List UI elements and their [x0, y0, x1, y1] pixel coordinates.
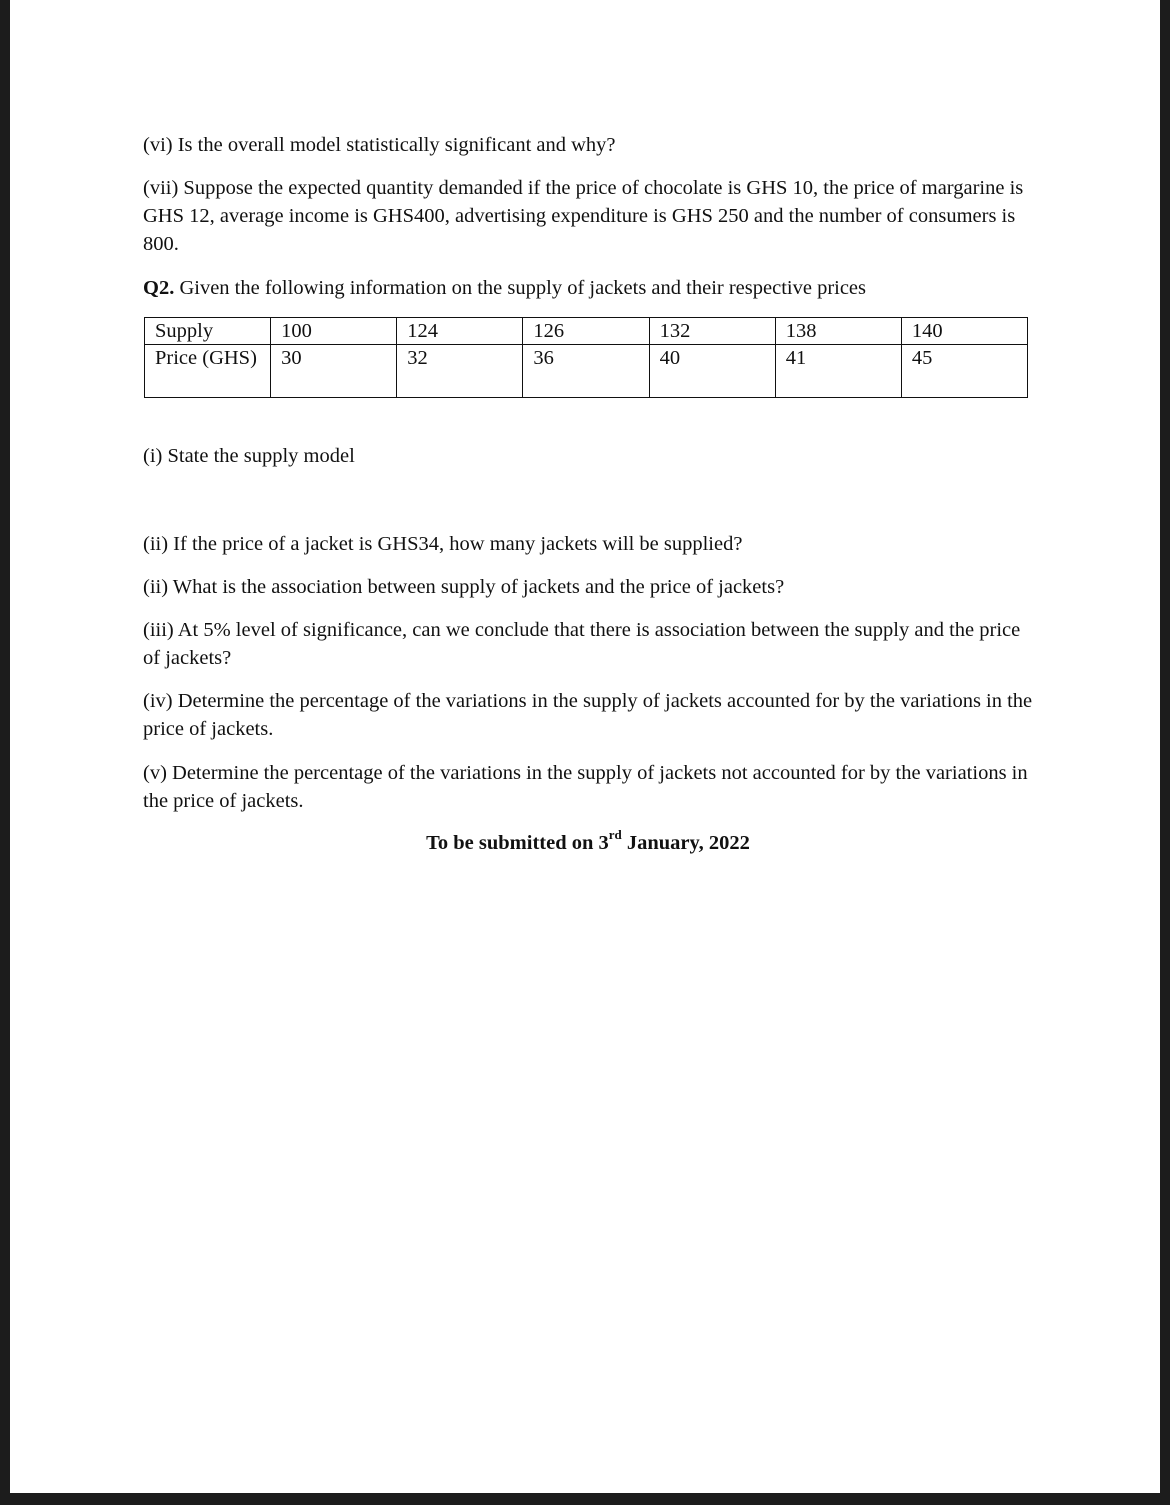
price-row — [145, 345, 1028, 398]
price-cell: 32 — [397, 345, 523, 398]
price-cell: 36 — [523, 345, 649, 398]
deadline-suffix: January, 2022 — [621, 832, 750, 854]
supply-price-table — [144, 317, 1028, 398]
price-cell: 45 — [901, 345, 1027, 398]
price-row-header: Price (GHS) — [145, 345, 271, 398]
submission-deadline — [143, 829, 1033, 857]
supply-cell: 124 — [397, 318, 523, 345]
supply-cell: 132 — [649, 318, 775, 345]
supply-row-header: Supply — [145, 318, 271, 345]
q2-part-iii: (iii) At 5% level of significance, can we conclude that there is association between the supply and the price of jackets? — [143, 619, 1021, 669]
q2-part-iv: (iv) Determine the percentage of the variations in the supply of jackets accounted for by the variations in the price of jackets. — [143, 690, 1033, 740]
deadline-prefix: To be submitted on 3 — [426, 832, 609, 854]
page-content — [143, 131, 1033, 857]
q2-intro-text: Given the following information on the supply of jackets and their respective prices — [174, 277, 867, 299]
supply-cell: 100 — [271, 318, 397, 345]
q2-part-ii-b: (ii) What is the association between supply of jackets and the price of jackets? — [143, 576, 785, 598]
q2-part-v: (v) Determine the percentage of the variations in the supply of jackets not accounted for by the variations in the price of jackets. — [143, 762, 1028, 812]
question-vii: (vii) Suppose the expected quantity demanded if the price of chocolate is GHS 10, the price of margarine is GHS 12, average income is GHS400, advertising expenditure is GHS 250 and the number of consumers is 800. — [143, 177, 1024, 255]
supply-cell: 140 — [901, 318, 1027, 345]
deadline-superscript: rd — [608, 827, 622, 843]
question-vi: (vi) Is the overall model statistically significant and why? — [143, 134, 616, 156]
document-page — [10, 0, 1160, 1493]
price-cell: 40 — [649, 345, 775, 398]
price-cell: 30 — [271, 345, 397, 398]
supply-cell: 138 — [775, 318, 901, 345]
supply-row — [145, 318, 1028, 345]
q2-part-ii-a: (ii) If the price of a jacket is GHS34, how many jackets will be supplied? — [143, 533, 743, 555]
supply-cell: 126 — [523, 318, 649, 345]
q2-intro — [143, 274, 1033, 302]
price-cell: 41 — [775, 345, 901, 398]
q2-label: Q2. — [143, 277, 175, 299]
q2-part-i: (i) State the supply model — [143, 445, 355, 467]
